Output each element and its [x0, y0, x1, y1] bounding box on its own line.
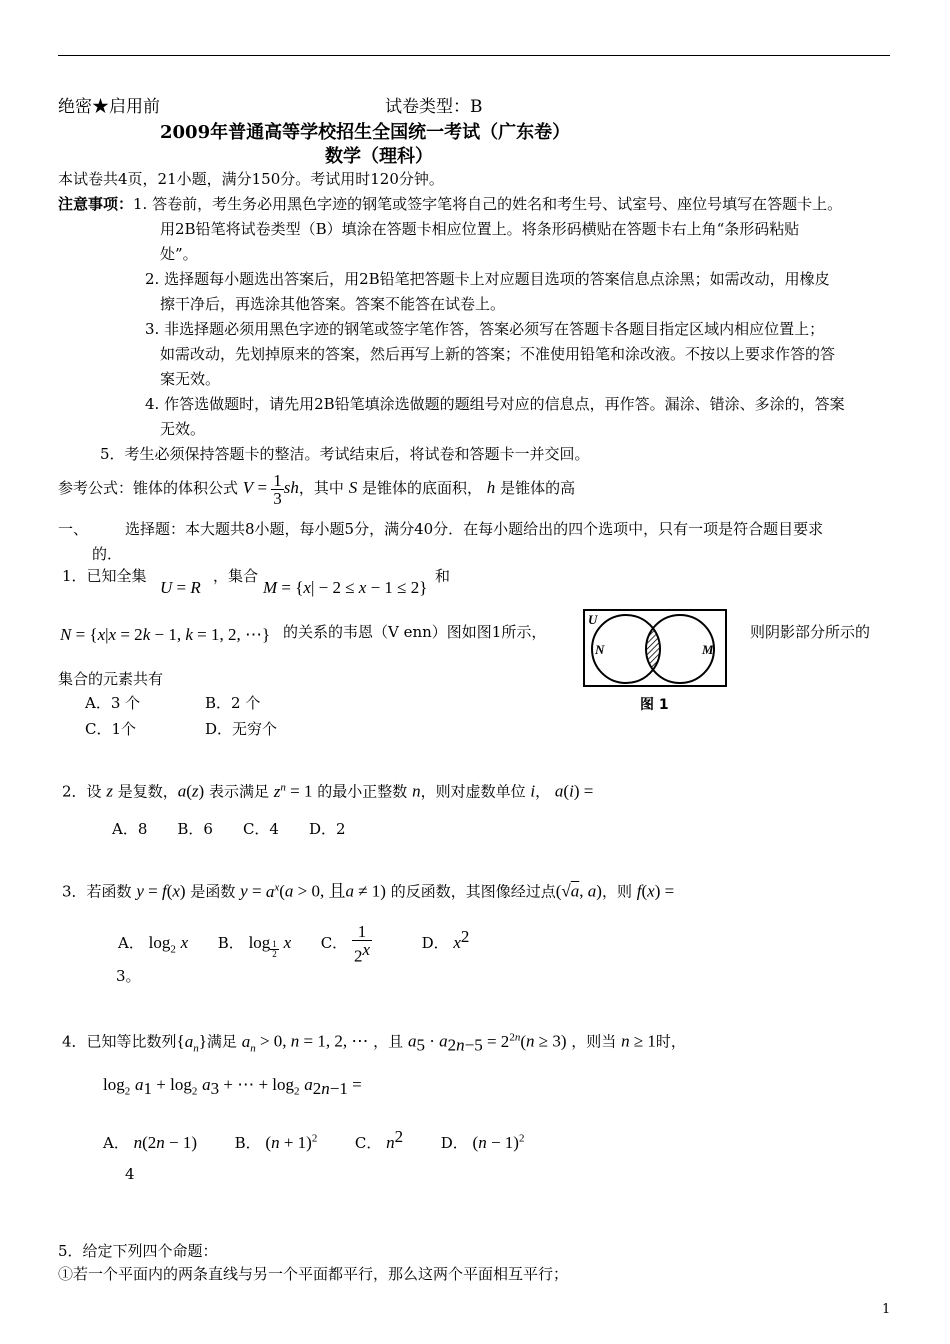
- q1-p6: 集合的元素共有: [58, 670, 164, 688]
- notes-line-1a: 注意事项：1. 答卷前，考生务必用黑色字迹的钢笔或签字笔将自己的姓名和考生号、试室号、座位号填写在答题卡上。: [58, 195, 843, 213]
- intro-line: 本试卷共4页，21小题，满分150分。考试用时120分钟。: [58, 170, 444, 188]
- exam-title: 2009年普通高等学校招生全国统一考试（广东卷）: [160, 122, 571, 143]
- q1-option-b: B．2 个: [205, 694, 261, 712]
- q3-option-a: A．: [118, 934, 144, 952]
- q4-option-a: A．: [103, 1134, 129, 1152]
- notes-line-3a: 3. 非选择题必须用黑色字迹的钢笔或签字笔作答，答案必须写在答题卡各题目指定区域内相应位置上；: [145, 320, 825, 338]
- notes-line-1b: 用2B铅笔将试卷类型（B）填涂在答题卡相应位置上。将条形码横贴在答题卡右上角“条形码粘贴: [160, 220, 800, 238]
- notes-line-1c: 处”。: [160, 245, 198, 263]
- q4-expression: $\log_2 a_1 + \log_2 a_3$ + ⋯ + $\log_2 a_{2n-1}$ =: [103, 1075, 362, 1098]
- q5-intro: 5．给定下列四个命题：: [58, 1242, 218, 1260]
- notes-line-3b: 如需改动，先划掉原来的答案，然后再写上新的答案；不准使用铅笔和涂改液。不按以上要求作答的答: [160, 345, 836, 363]
- q1-set-n: N = {x|x = 2k − 1, k = 1, 2, ⋯}: [60, 625, 271, 644]
- q3-option-b: B．: [217, 934, 244, 952]
- q1-option-c: C．1个: [85, 720, 137, 738]
- q1-universal-set: U = R: [160, 578, 201, 597]
- q3-trail: 3。: [116, 967, 141, 985]
- q2-line: 2．设 z 是复数，a(z) 表示满足 $z^n = 1$ 的最小正整数 n，则对虚数单位 i， a(i) =: [62, 781, 594, 801]
- q4-trail: 4: [125, 1165, 135, 1183]
- q3-option-d: D．: [421, 934, 449, 952]
- page-number: 1: [882, 1302, 891, 1317]
- q1-p2: ，集合: [213, 567, 259, 585]
- notes-line-5: 5．考生必须保持答题卡的整洁。考试结束后，将试卷和答题卡一并交回。: [100, 445, 590, 463]
- q2-options: A．8 B．6 C．4 D．2: [112, 820, 346, 838]
- secret-label: 绝密★启用前: [58, 97, 160, 117]
- q4-option-d: D．: [440, 1134, 468, 1152]
- notes-line-4a: 4. 作答选做题时，请先用2B铅笔填涂选做题的题组号对应的信息点，再作答。漏涂、错涂、多涂的，答案: [145, 395, 845, 413]
- notes-label: 注意事项：: [58, 195, 134, 213]
- notes-line-2a: 2. 选择题每小题选出答案后，用2B铅笔把答题卡上对应题目选项的答案信息点涂黑；如需改动，用橡皮: [145, 270, 830, 288]
- q4-line: 4．已知等比数列$\{a_n\}$满足 $a_n > 0$, n = 1, 2, ⋯ ，且 $a_5 \cdot a_{2n-5} = 2^{2n}(n \ge 3)$ ，则当 n ≥ 1时，: [62, 1031, 686, 1055]
- q1-p1: 1．已知全集: [62, 567, 147, 585]
- q4-options: A． n(2n − 1) B． $(n + 1)^2$ C． $n^2$ D． $(n - 1)^2$: [103, 1127, 525, 1152]
- notes-line-2b: 擦干净后，再选涂其他答案。答案不能答在试卷上。: [160, 295, 506, 313]
- q1-p3: 和: [435, 567, 451, 585]
- venn-label-u: U: [588, 612, 598, 627]
- q1-p5: 则阴影部分所示的: [750, 623, 871, 641]
- venn-caption: 图 1: [640, 697, 669, 713]
- section1-text-a: 选择题：本大题共8小题，每小题5分，满分40分．在每小题给出的四个选项中，只有一项是符合题目要求: [125, 520, 824, 538]
- venn-label-n: N: [595, 642, 605, 657]
- q1-option-d: D．无穷个: [205, 720, 278, 738]
- venn-label-m: M: [702, 642, 714, 657]
- q3-options: A． $\log_2 x$ B． log $_{\frac{1}{2}}$ x C． $\frac{1}{2^x}$ D． $x^2$: [118, 922, 470, 966]
- q3-line: 3．若函数 y = f(x) 是函数 $y = a^x(a > 0$, 且a ≠ 1) 的反函数，其图像经过点(√a, a)，则 f(x) =: [62, 881, 675, 901]
- q1-p4: 的关系的韦恩（V enn）图如图1所示，: [283, 623, 547, 641]
- venn-diagram: [580, 608, 730, 718]
- q1-set-m: M = {x| − 2 ≤ x − 1 ≤ 2}: [263, 578, 428, 597]
- q5-statement-1: ①若一个平面内的两条直线与另一个平面都平行，那么这两个平面相互平行；: [58, 1265, 569, 1283]
- notes-line-4b: 无效。: [160, 420, 206, 438]
- formula-line: 参考公式：锥体的体积公式 V = $\frac{1}{3}$ sh，其中 S 是锥体的底面积， h 是锥体的高: [58, 470, 576, 508]
- notes-line-3c: 案无效。: [160, 370, 221, 388]
- q3-option-c: C．: [320, 934, 348, 952]
- header-rule: [58, 55, 890, 56]
- paper-type: 试卷类型：B: [385, 97, 483, 117]
- section1-text-b: 的．: [92, 545, 123, 563]
- q4-option-b: B．: [234, 1134, 261, 1152]
- section1-num: 一、: [58, 520, 89, 538]
- q1-option-a: A．3 个: [85, 694, 141, 712]
- q4-option-c: C．: [354, 1134, 382, 1152]
- exam-subtitle: 数学（理科）: [325, 146, 433, 167]
